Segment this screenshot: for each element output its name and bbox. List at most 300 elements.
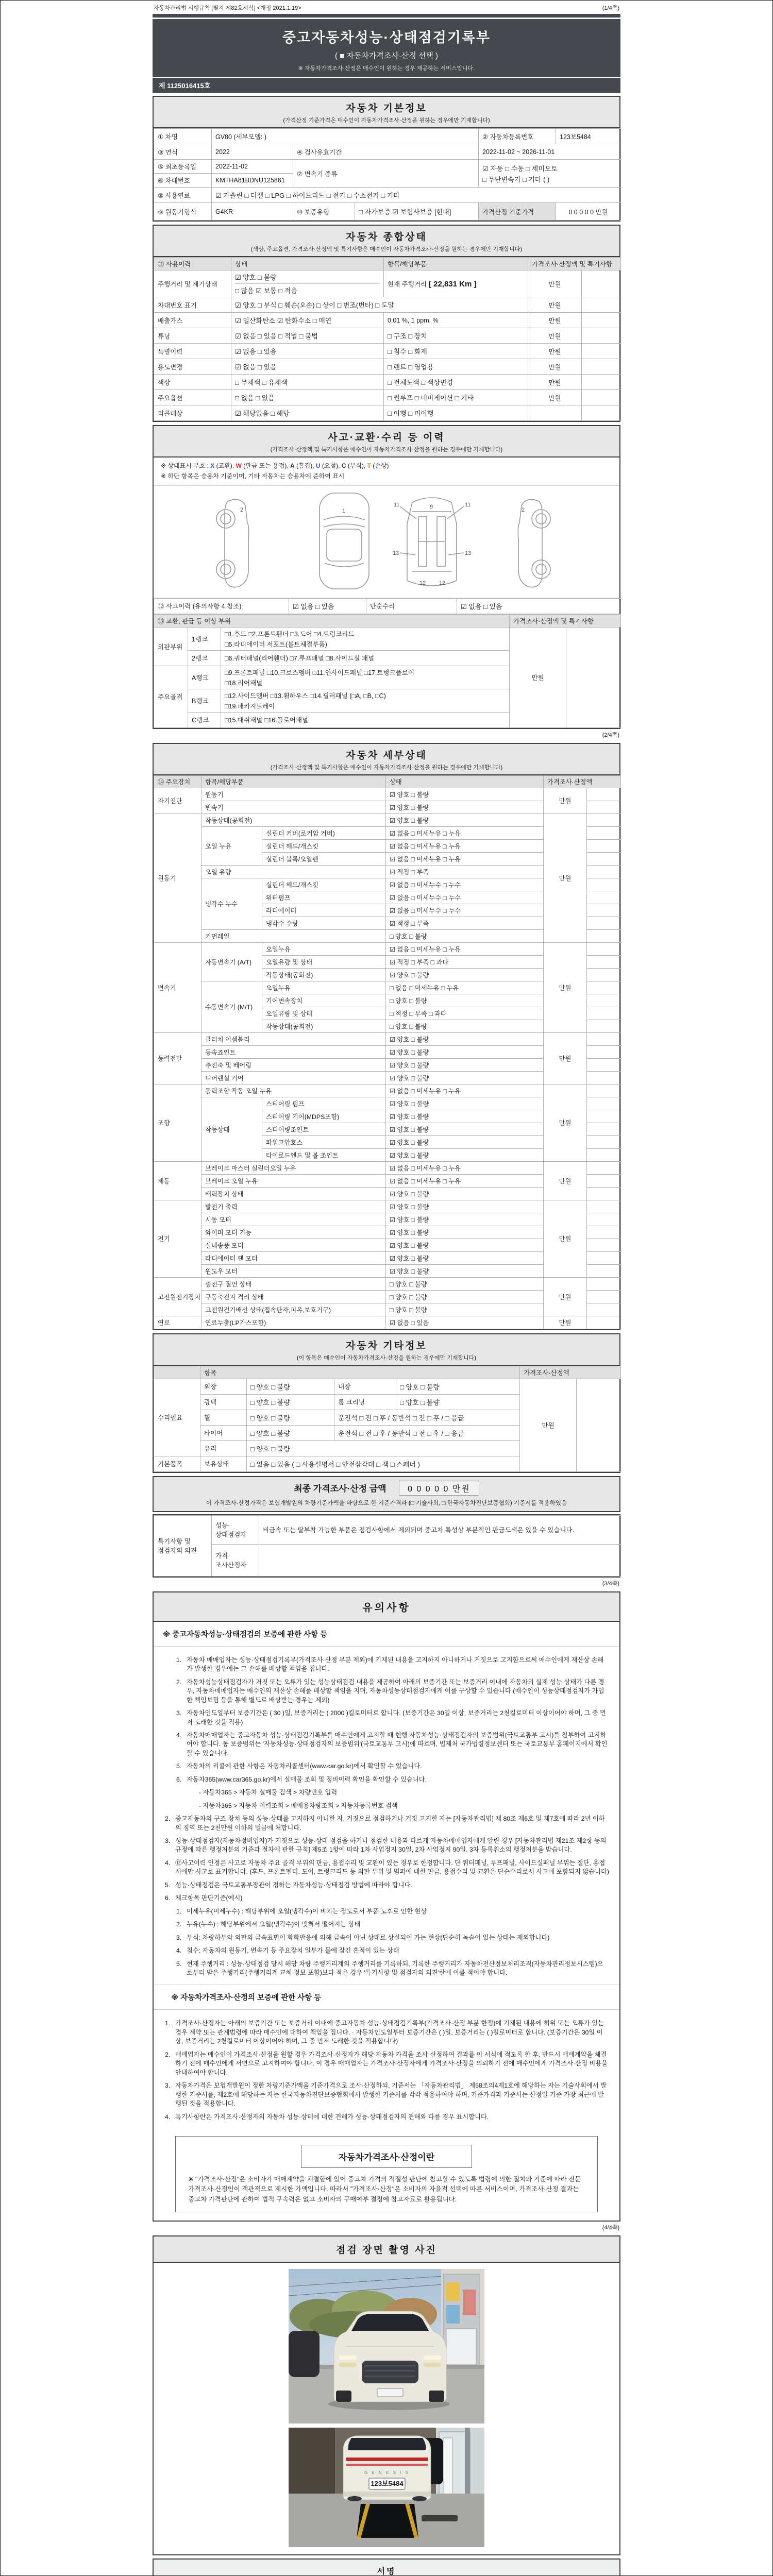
- note-cell: [587, 1084, 621, 1097]
- status-symbol-legend: [154, 457, 619, 486]
- basic-info-table: [154, 128, 621, 221]
- note-cell: [587, 1174, 621, 1187]
- item-label[interactable]: □15.대쉬패널 □16.플로어패널: [221, 712, 510, 727]
- status-checkboxes[interactable]: □ 양호 □ 불량: [386, 1277, 544, 1290]
- status-checkboxes[interactable]: □ 양호 □ 불량: [396, 1379, 520, 1394]
- status-checkboxes[interactable]: ☑ 없음 □ 미세누유 □ 누유: [386, 942, 544, 955]
- page-indicator-1: (1/4쪽): [602, 5, 619, 11]
- document-title: 중고자동차성능·상태점검기록부: [282, 30, 491, 45]
- note-cell: [587, 994, 621, 1007]
- row-label: 제동: [154, 1161, 201, 1200]
- accident-history-subtitle: (가격조사·산정액 및 특기사항은 매수인이 자동차가격조사·산정을 원하는 경우에만 기재합니다): [270, 447, 503, 453]
- note-cell: [582, 344, 621, 359]
- column-header: [154, 1366, 200, 1379]
- item-label: 0.01 %, 1 ppm, %: [384, 313, 528, 328]
- item-label: 시동 모터: [201, 1213, 386, 1226]
- vin-value: KMTHA81BDNU125861: [212, 174, 293, 188]
- note-cell: [587, 1316, 621, 1329]
- overall-status-table: [154, 257, 621, 421]
- item-label: 실린더 커버(로커암 커버): [262, 826, 386, 839]
- legend-symbol-u: U: [315, 462, 321, 469]
- header-top-strip: [153, 14, 620, 18]
- price-cell: 만원: [528, 313, 582, 328]
- row-label: 동력전달: [154, 1032, 201, 1084]
- inspection-photo-front: [289, 2269, 484, 2424]
- item-label: 작동상태(공회전): [262, 1020, 386, 1032]
- svg-text:13: 13: [465, 550, 472, 556]
- item-label: 실린더 헤드/개스킷: [262, 839, 386, 852]
- final-price-band: [153, 1476, 620, 1512]
- engine-type-label: ⑨ 원동기형식: [154, 203, 212, 221]
- item-label: 클러치 어셈블리: [201, 1032, 386, 1045]
- item-label: 스티어링조인트: [262, 1123, 386, 1136]
- mileage-value: [ 22,831 Km ]: [428, 279, 477, 289]
- sub-label: 냉각수 누수: [201, 878, 262, 929]
- page-indicator-3: (3/4쪽): [602, 1580, 619, 1587]
- sub-label: 광택: [200, 1394, 247, 1410]
- status-checkboxes[interactable]: □ 양호 □ 불량: [386, 1303, 544, 1316]
- item-label: 와이퍼 모터 기능: [201, 1226, 386, 1239]
- item-label: 연료누출(LP가스포함): [201, 1316, 386, 1329]
- status-checkboxes[interactable]: ☑ 적정 □ 부족: [386, 917, 544, 929]
- page-indicator-4: (4/4쪽): [602, 2225, 619, 2231]
- notice-item: 1. 자동차 매매업자는 성능·상태점검기록부(가격조사·산정 부분 제외)에 기재된 내용을 고지하지 아니하거나 거짓으로 고지함으로써 매수인에게 재산상 손해가 발생한 경우에는 그 손해를 배상할 책임을 집니다.: [176, 1656, 604, 1673]
- note-cell: [587, 917, 621, 929]
- status-checkboxes[interactable]: 운전석 □ 전 □ 후 / 동반석 □ 전 □ 후 / □ 응급: [334, 1425, 520, 1440]
- transmission-label: ⑦ 변속기 종류: [293, 160, 479, 188]
- price-cell: 만원: [510, 627, 566, 727]
- notice-item: 5. 자동차의 리콜에 관한 사항은 자동차리콜센터(www.car.go.kr)에서 확인할 수 있습니다.: [176, 1762, 422, 1770]
- status-checkboxes[interactable]: □ 무채색 □ 유채색: [231, 375, 384, 390]
- item-label: 스티어링 기어(MDPS포함): [262, 1110, 386, 1123]
- status-checkboxes[interactable]: □ 양호 □ 불량: [396, 1394, 520, 1410]
- sub-label: 오일 누유: [201, 826, 262, 865]
- price-survey-option[interactable]: ( ■ 자동차가격조사·산정 선택 ): [334, 52, 439, 60]
- final-price-note[interactable]: 이 가격조사·산정가격은 보험개발원의 차량기준가액을 바탕으로 한 기준가격과 (□ 기술사회, □ 한국자동차진단보증협회) 기준서를 적용하였음: [206, 1500, 567, 1506]
- note-cell: [587, 1007, 621, 1020]
- inspection-period-label: ④ 검사유효기간: [293, 144, 479, 160]
- basic-info-subtitle: (가격산정 기준가격은 매수인이 자동차가격조사·산정을 원하는 경우에만 기재합니다): [283, 117, 490, 124]
- column-header: 상태: [231, 258, 384, 270]
- status-checkboxes[interactable]: ☑ 적정 □ 부족: [386, 865, 544, 878]
- vin-label: ⑥ 차대번호: [154, 174, 212, 188]
- price-cell: 만원: [544, 1084, 587, 1161]
- final-price-amount: 0 0 0 0 0 만원: [399, 1481, 479, 1496]
- notice-item: 6. 체크항목 판단기준(예시): [165, 1894, 243, 1902]
- fuel-checkboxes[interactable]: ☑ 가솔린 □ 디젤 □ LPG □ 하이브리드 □ 전기 □ 수소전기 □ 기타: [212, 188, 621, 203]
- row-label: 차대번호 표기: [154, 297, 231, 313]
- car-side-view-left: [216, 499, 249, 587]
- status-checkboxes[interactable]: ☑ 없음 □ 미세누수 □ 누수: [386, 891, 544, 904]
- note-cell: [587, 826, 621, 839]
- note-cell: [587, 1123, 621, 1136]
- status-checkboxes[interactable]: ☑ 양호 □ 불량 □ 많음 ☑ 보통 □ 적음: [231, 270, 384, 297]
- section-detail-status: [153, 743, 620, 1330]
- status-checkboxes[interactable]: ☑ 없음 □ 있음: [231, 359, 384, 375]
- column-header: 가격조사·산정액: [544, 775, 621, 788]
- note-cell: [587, 1239, 621, 1251]
- status-checkboxes[interactable]: ☑ 양호 □ 불량: [386, 1226, 544, 1239]
- item-label: 구동축전지 격리 상태: [201, 1290, 386, 1303]
- note-cell: [566, 627, 621, 727]
- item-label: 커먼레일: [201, 929, 386, 942]
- detail-status-table: [154, 775, 621, 1329]
- notice-item: 1. 미세누유(미세누수) : 해당부위에 오일(냉각수)이 비치는 정도로서 부품 노후로 인한 현상: [176, 1907, 427, 1915]
- other-info-title: 자동차 기타정보: [346, 1340, 427, 1351]
- status-checkboxes[interactable]: □ 썬루프 □ 네비게이션 □ 기타: [384, 390, 528, 405]
- note-cell: [582, 328, 621, 344]
- base-price-value: 0 0 0 0 0 만원: [556, 203, 621, 221]
- price-survey-definition-box: [175, 2136, 598, 2212]
- price-cell: [528, 405, 582, 421]
- status-checkboxes[interactable]: ☑ 해당없음 □ 해당: [231, 405, 384, 421]
- car-name-value: GV80 (세부모델: ): [212, 129, 479, 144]
- note-cell: [587, 1020, 621, 1032]
- status-checkboxes[interactable]: □ 양호 □ 불량: [386, 1290, 544, 1303]
- exchange-rank-table: [154, 614, 621, 728]
- note-cell: [587, 1277, 621, 1290]
- note-cell: [587, 788, 621, 801]
- status-checkboxes[interactable]: ☑ 없음 □ 미세누수 □ 누수: [386, 904, 544, 917]
- item-label[interactable]: □9.프론트패널 □10.크로스멤버 □11.인사이드패널 □17.트렁크플로어 □18.리어패널: [221, 666, 510, 689]
- svg-text:13: 13: [393, 550, 399, 556]
- status-checkboxes[interactable]: ☑ 없음 □ 미세누유 □ 누유: [386, 1084, 544, 1097]
- status-checkboxes[interactable]: □ 양호 □ 불량: [386, 929, 544, 942]
- note-cell: [587, 1058, 621, 1071]
- note-cell: [587, 1226, 621, 1239]
- row-label: 기본품목: [154, 1456, 200, 1471]
- status-checkboxes[interactable]: □ 침수 □ 화재: [384, 344, 528, 359]
- row-label: 주요옵션: [154, 390, 231, 405]
- price-cell: 만원: [528, 270, 582, 297]
- item-label: 라디에이터 팬 모터: [201, 1251, 386, 1264]
- status-checkboxes[interactable]: ☑ 양호 □ 불량: [386, 814, 544, 826]
- car-name-label: ① 차명: [154, 129, 212, 144]
- row-label: 배출가스: [154, 313, 231, 328]
- document-number: 제 1125016415호: [153, 77, 620, 93]
- status-checkboxes[interactable]: ☑ 양호 □ 불량: [386, 1110, 544, 1123]
- note-cell: [582, 405, 621, 421]
- note-cell: [587, 968, 621, 981]
- accident-flag-table: [154, 598, 621, 614]
- status-checkboxes[interactable]: ☑ 적정 □ 부족 □ 과다: [386, 955, 544, 968]
- status-checkboxes[interactable]: □ 전체도색 □ 색상변경: [384, 375, 528, 390]
- status-checkboxes[interactable]: ☑ 없음 □ 있음: [231, 344, 384, 359]
- notice-item: 2. 중고자동차의 구조·장치 등의 성능·상태를 고지하지 아니한 자, 거짓으로 점검하거나 거짓 고지한 자는 [자동차관리법] 제 80조 제6호 및 제7호에 따라 2년 이하의 징역 또는 2천만원 이하의 벌금에 처합니다.: [165, 1815, 605, 1832]
- status-checkboxes[interactable]: ☑ 양호 □ 불량: [386, 1045, 544, 1058]
- item-label: 작동상태(공회전): [201, 814, 386, 826]
- svg-text:11: 11: [465, 501, 471, 508]
- status-checkboxes[interactable]: ☑ 양호 □ 불량: [386, 1187, 544, 1200]
- legend-symbol-a: A: [290, 462, 295, 469]
- row-label: 외판부위: [154, 627, 188, 666]
- row-label: 고전원전기장치: [154, 1277, 201, 1316]
- notices-part2-title: ※ 자동차가격조사·산정의 보증에 관한 사항 등: [154, 1985, 619, 2010]
- status-checkboxes[interactable]: □ 양호 □ 불량: [247, 1394, 334, 1410]
- car-diagram-svg: [180, 490, 593, 592]
- status-checkboxes[interactable]: ☑ 없음 □ 있음: [386, 1316, 544, 1329]
- price-cell: 만원: [544, 788, 587, 814]
- status-checkboxes[interactable]: □ 없음 □ 있음: [231, 390, 384, 405]
- reg-no-label: ② 자동차등록번호: [479, 129, 556, 144]
- item-label: 스티어링 펌프: [262, 1097, 386, 1110]
- price-cell: 만원: [544, 1200, 587, 1277]
- status-checkboxes[interactable]: ☑ 없음 □ 있음 □ 적법 □ 불법: [231, 328, 384, 344]
- note-cell: [587, 942, 621, 955]
- status-checkboxes[interactable]: ☑ 없음 □ 미세누유 □ 누유: [386, 826, 544, 839]
- row-label: 튜닝: [154, 328, 231, 344]
- item-label: 현재 주행거리 [ 22,831 Km ]: [384, 270, 528, 297]
- first-reg-value: 2022-11-02: [212, 160, 293, 174]
- status-checkboxes[interactable]: □ 양호 □ 불량: [247, 1379, 334, 1394]
- status-checkboxes[interactable]: ☑ 양호 □ 불량: [386, 1032, 544, 1045]
- section-basic-info: [153, 96, 620, 222]
- sub-label: 휠: [200, 1410, 247, 1425]
- status-checkboxes[interactable]: ☑ 일산화탄소 ☑ 탄화수소 □ 매연: [231, 313, 384, 328]
- row-label: 특별이력: [154, 344, 231, 359]
- note-cell: [587, 1148, 621, 1161]
- row-label: 변속기: [154, 942, 201, 1032]
- item-label: 변속기: [201, 801, 386, 814]
- special-notes-label: 특기사항 및 점검자의 의견: [154, 1515, 212, 1576]
- status-checkboxes[interactable]: □ 구조 □ 장치: [384, 328, 528, 344]
- other-info-subtitle: (이 항목은 매수인이 자동차가격조사·산정을 원하는 경우에만 기재합니다): [296, 1354, 477, 1361]
- other-info-table: [154, 1366, 621, 1472]
- status-checkboxes[interactable]: ☑ 양호 □ 부식 □ 훼손(오손) □ 상이 □ 변조(변타) □ 도말: [231, 297, 528, 313]
- exchange-price-header: 가격조사·산정액 및 특기사항: [510, 614, 621, 627]
- row-label: 주행거리 및 계기상태: [154, 270, 231, 297]
- row-label: 전기: [154, 1200, 201, 1277]
- notice-item: - 자동차365 > 자동차 이력조회 > 매매용차량조회 > 자동차등록번호 검색: [199, 1802, 398, 1809]
- item-label[interactable]: □1.후드 □2.프론트휀더 □3.도어 □4.트렁크리드 □5.라디에이터 서포트(볼트체결부품): [221, 627, 510, 650]
- status-checkboxes[interactable]: □ 적정 □ 부족 □ 과다: [386, 1007, 544, 1020]
- row-label: 연료: [154, 1316, 201, 1329]
- inspection-period-value: 2022-11-02 ~ 2026-11-01: [479, 144, 621, 160]
- notices-part1-body: [154, 1647, 619, 1985]
- status-checkboxes[interactable]: ☑ 양호 □ 불량: [386, 1213, 544, 1226]
- notice-item: 6. 자동차365(www.car365.go.kr)에서 실매물 조회 및 정비이력 확인을 확인할 수 있습니다.: [176, 1775, 427, 1783]
- note-cell: [587, 1213, 621, 1226]
- price-survey-definition-body: ※ "가격조사·산정"은 소비자가 매매계약을 체결함에 있어 중고차 가격의 적절성 판단에 참고할 수 있도록 법령에 의한 절차와 기준에 따라 전문 가격조사·산정인이 객관적으로 제시한 가액입니다. 따라서 "가격조사·산정"은 소비자의 자율적 선택에 따른 서비스이며, 가격조사·산정 결과는 중고차 가격판단에 관하여 법적 구속력은 없고 소비자의 구매여부 결정에 참고자료로 활용됩니다.: [188, 2176, 581, 2203]
- item-label[interactable]: □12.사이드멤버 □13.휠하우스 □14.필러패널 (□A, □B, □C) □19.패키지트레이: [221, 689, 510, 712]
- column-header: 가격조사·산정액: [520, 1366, 621, 1379]
- status-checkboxes[interactable]: ☑ 양호 □ 불량: [386, 1058, 544, 1071]
- status-checkboxes[interactable]: ☑ 없음 □ 미세누유 □ 누유: [386, 852, 544, 865]
- suv-rear: [343, 2436, 431, 2501]
- note-cell: [587, 1071, 621, 1084]
- accident-history-title: 사고·교환·수리 등 이력: [328, 432, 445, 443]
- price-cell: 만원: [528, 359, 582, 375]
- note-cell: [587, 878, 621, 891]
- note-cell: [587, 852, 621, 865]
- price-cell: 만원: [544, 1032, 587, 1084]
- car-damage-diagram: [154, 486, 619, 598]
- notice-item: 2. 누유(누수) : 해당부위에서 오일(냉각수)이 맺혀서 떨어지는 상태: [176, 1921, 361, 1928]
- year-value: 2022: [212, 144, 293, 160]
- status-checkboxes[interactable]: ☑ 양호 □ 불량: [386, 1200, 544, 1213]
- price-survey-definition-title: 자동차가격조사·산정이란: [301, 2145, 472, 2168]
- note-cell: [587, 1303, 621, 1316]
- status-checkboxes[interactable]: ☑ 양호 □ 불량: [386, 1097, 544, 1110]
- column-header: 항목: [200, 1366, 520, 1379]
- status-checkboxes[interactable]: □ 이행 □ 미이행: [384, 405, 528, 421]
- notice-item: 3. 자동차가격은 보험개발원이 정한 차량기준가액을 기준가격으로 조사·산정하되, 기준서는 「자동차관리법」 제58조의4제1호에 해당하는 자는 기술사회에서 발행한 기준서를, 제2호에 해당하는 자는 한국자동차진단보증협회에서 발행한 기준서를 각각 적용하여야 하며, 기준가격과 기준서는 산정일 기준 가장 최근에 발행된 것을 적용합니다.: [165, 2082, 607, 2108]
- status-checkboxes[interactable]: ☑ 없음 □ 미세누유 □ 누유: [386, 1174, 544, 1187]
- note-cell: [587, 1110, 621, 1123]
- detail-status-subtitle: (가격조사·산정액 및 특기사항은 매수인이 자동차가격조사·산정을 원하는 경우에만 기재합니다): [270, 764, 503, 771]
- inspector-role-label: 성능·상태점검자: [212, 1515, 259, 1544]
- status-checkboxes[interactable]: ☑ 없음 □ 있음: [457, 598, 621, 614]
- status-checkboxes[interactable]: ☑ 없음 □ 있음: [289, 598, 366, 614]
- svg-text:2: 2: [522, 506, 525, 513]
- status-checkboxes[interactable]: ☑ 양호 □ 불량: [386, 1251, 544, 1264]
- status-checkboxes[interactable]: □ 양호 □ 불량: [247, 1425, 334, 1440]
- note-cell: [587, 814, 621, 826]
- photos-title: 점검 장면 촬영 사진: [336, 2245, 437, 2256]
- item-label: 타이로드엔드 및 볼 조인트: [262, 1148, 386, 1161]
- status-checkboxes[interactable]: ☑ 양호 □ 불량: [386, 968, 544, 981]
- note-cell: [587, 955, 621, 968]
- price-cell: 만원: [528, 344, 582, 359]
- notice-item: 4. 자동차매매업자는 중고자동차 성능·상태점검기록부를 매수인에게 고지할 때 현행 자동차성능·상태점검자의 보증범위(국토교통부 고시)를 첨부하여 고지하여야 합니다. 동 보증범위는 '자동차성능·상태점검자의 보증범위'(국토교통부 고시)에 따르며, 법제처 국가법령정보센터 또는 국토교통부 홈페이지에서 확인할 수 있습니다.: [176, 1731, 608, 1757]
- item-label: 오일 유량: [201, 865, 386, 878]
- sub-label: 내장: [334, 1379, 396, 1394]
- status-checkboxes[interactable]: □ 없음 □ 있음 ( □ 사용설명서 □ 안전삼각대 □ 잭 □ 스패너 ): [247, 1456, 520, 1471]
- status-checkboxes[interactable]: □ 양호 □ 불량: [247, 1410, 334, 1425]
- status-checkboxes[interactable]: ☑ 없음 □ 미세누유 □ 누유: [386, 839, 544, 852]
- note-cell: [582, 313, 621, 328]
- status-checkboxes[interactable]: □ 양호 □ 불량: [247, 1440, 520, 1456]
- base-price-label: 가격산정 기준가격: [479, 203, 556, 221]
- row-label: ⑫ 사고이력 (유의사항 4.참조): [154, 598, 289, 614]
- item-label: 오일유량 및 상태: [262, 1007, 386, 1020]
- note-cell: [587, 1045, 621, 1058]
- item-label: 원동기: [201, 788, 386, 801]
- notice-item: 3. 부식: 차량하부와 외판의 금속표면이 화학반응에 의해 금속이 아닌 상태로 상실되어 가는 현상(단순히 녹슬어 있는 상태는 제외합니다): [176, 1934, 550, 1941]
- price-cell: 만원: [528, 328, 582, 344]
- sub-label: 수동변속기 (M/T): [201, 981, 262, 1032]
- notice-item: 4. ⑫사고이력 인정은 사고로 자동차 주요 골격 부위의 판금, 용접수리 및 교환이 있는 경우로 한정합니다. 단 쿼터패널, 루프패널, 사이드실패널 부위는 절단, 용접 시에만 사고로 표기합니다. (후드, 프론트펜더, 도어, 트렁크리드 등 외판 부위 및 범퍼에 대한 판금, 용접수리 및 교환은 단순수리로서 사고에 포함되지 않습니다): [165, 1859, 609, 1876]
- status-checkboxes[interactable]: □ 양호 □ 불량: [386, 1020, 544, 1032]
- sub-label: 2랭크: [188, 650, 221, 666]
- svg-text:1: 1: [342, 507, 346, 514]
- sub-label: C랭크: [188, 712, 221, 727]
- column-header: 가격조사·산정액 및 특기사항: [528, 258, 621, 270]
- note-cell: [582, 270, 621, 297]
- status-checkboxes[interactable]: ☑ 양호 □ 불량: [386, 1264, 544, 1277]
- notice-item: - 자동차365 > 자동차 실매물 검색 > 차량번호 입력: [199, 1789, 338, 1797]
- notice-item: 1. 가격조사·산정자는 아래의 보증기간 또는 보증거리 이내에 중고자동차 성능·상태점검기록부(가격조사·산정 부분 한정)에 기재된 내용에 허위 또는 오류가 있는 경우 계약 또는 관계법령에 따라 매수인에 대하여 책임을 집니다. · 자동차인도일부터 보증기간은 ( )일, 보증거리는 ( )킬로미터로 합니다. (보증기간은 30일 이상, 보증거리는 2천킬로미터 이상이어야 하며, 그 중 먼저 도래한 것을 적용합니다): [165, 2020, 604, 2045]
- status-checkboxes[interactable]: 운전석 □ 전 □ 후 / 동반석 □ 전 □ 후 / □ 응급: [334, 1410, 520, 1425]
- status-checkboxes[interactable]: ☑ 양호 □ 불량: [386, 1148, 544, 1161]
- engine-type-value: G4KR: [212, 203, 293, 221]
- appraiser-role-label: 가격·조사산정자: [212, 1544, 259, 1576]
- transmission-checkboxes[interactable]: ☑ 자동 □ 수동 □ 세미오토 □ 무단변속기 □ 기타 ( ): [479, 160, 621, 188]
- sub-label: 작동상태: [201, 1097, 262, 1161]
- item-label: 오일누유: [262, 981, 386, 994]
- row-label: 리콜대상: [154, 405, 231, 421]
- svg-text:11: 11: [394, 501, 400, 508]
- status-checkboxes[interactable]: ☑ 양호 □ 불량: [386, 1239, 544, 1251]
- status-checkboxes[interactable]: □ 없음 □ 미세누유 □ 누유: [386, 981, 544, 994]
- section-notices: [153, 1591, 620, 2222]
- svg-text:2: 2: [240, 506, 244, 513]
- section-other-info: [153, 1333, 620, 1473]
- status-checkboxes[interactable]: ☑ 양호 □ 불량: [386, 788, 544, 801]
- reg-no-value: 123보5484: [556, 129, 621, 144]
- column-header: 상태: [386, 775, 544, 788]
- row-label: 용도변경: [154, 359, 231, 375]
- status-checkboxes[interactable]: ☑ 양호 □ 불량: [386, 1123, 544, 1136]
- status-checkboxes[interactable]: □ 양호 □ 불량: [386, 994, 544, 1007]
- note-cell: [587, 1161, 621, 1174]
- item-label: 등속죠인트: [201, 1045, 386, 1058]
- signature-title: 서명: [377, 2567, 396, 2576]
- svg-text:12: 12: [419, 580, 426, 586]
- status-checkboxes[interactable]: ☑ 없음 □ 미세누수 □ 누수: [386, 878, 544, 891]
- status-checkboxes[interactable]: □ 렌트 □ 영업용: [384, 359, 528, 375]
- car-top-view: [320, 493, 369, 589]
- item-label: 냉각수 수량: [262, 917, 386, 929]
- price-cell: 만원: [528, 390, 582, 405]
- legend-symbol-t: T: [367, 462, 371, 469]
- note-cell: [587, 1187, 621, 1200]
- column-header: ⑭ 주요장치: [154, 775, 201, 788]
- notice-item: 3. 자동차인도일부터 보증기간은 ( 30 )일, 보증거리는 ( 2000 )킬로미터로 합니다. (보증기간은 30일 이상, 보증거리는 2천킬로미터 이상이어야 하며, 그 중 먼저 도래한 것을 적용): [176, 1709, 606, 1726]
- sub-label: 보유상태: [200, 1456, 247, 1471]
- item-label: 기어변속장치: [262, 994, 386, 1007]
- item-label: 작동상태(공회전): [262, 968, 386, 981]
- note-cell: [587, 891, 621, 904]
- first-reg-label: ⑤ 최초등록일: [154, 160, 212, 174]
- price-cell: 만원: [528, 297, 582, 313]
- item-label: 윈도우 모터: [201, 1264, 386, 1277]
- item-label: 추진축 및 베어링: [201, 1058, 386, 1071]
- section-signature: [153, 2558, 620, 2576]
- svg-text:12: 12: [439, 580, 446, 586]
- final-price-label: 최종 가격조사·산정 금액: [294, 1483, 386, 1494]
- note-cell: [587, 1264, 621, 1277]
- status-checkboxes[interactable]: ☑ 양호 □ 불량: [386, 801, 544, 814]
- status-checkboxes[interactable]: ☑ 없음 □ 미세누유 □ 누유: [386, 1161, 544, 1174]
- item-label: 파워고압호스: [262, 1136, 386, 1148]
- sub-label: A랭크: [188, 666, 221, 689]
- status-checkboxes[interactable]: ☑ 양호 □ 불량: [386, 1136, 544, 1148]
- item-label: 라디에이터: [262, 904, 386, 917]
- legend-note: ※ 하단 항목은 승용차 기준이며, 기타 자동차는 승용차에 준하여 표시: [161, 472, 345, 480]
- status-checkboxes[interactable]: ☑ 양호 □ 불량: [386, 1071, 544, 1084]
- inspection-photo-rear: [289, 2428, 484, 2547]
- car-underbody-view: [393, 498, 471, 586]
- svg-text:9: 9: [430, 503, 433, 510]
- price-cell: 만원: [528, 375, 582, 390]
- warranty-checkboxes[interactable]: □ 자가보증 ☑ 보험사보증 [현대]: [355, 203, 479, 221]
- note-cell: [587, 1097, 621, 1110]
- item-label[interactable]: □6.쿼터패널(리어휀더) □7.루프패널 □8.사이드실 패널: [221, 650, 510, 666]
- exchange-header: ⑬ 교환, 판금 등 이상 부위: [154, 614, 510, 627]
- sub-label: 자동변속기 (A/T): [201, 942, 262, 981]
- price-cell: 만원: [544, 814, 587, 942]
- svg-text:G E N E S I S: G E N E S I S: [364, 2470, 410, 2476]
- note-cell: [587, 904, 621, 917]
- note-cell: [587, 839, 621, 852]
- section-special-notes: [153, 1514, 620, 1578]
- sub-label: 룸 크리닝: [334, 1394, 396, 1410]
- overall-status-title: 자동차 종합상태: [346, 232, 427, 243]
- item-label: 오일누유: [262, 942, 386, 955]
- notice-item: 4. 특기사항란은 가격조사·산정자의 자동차 성능·상태에 대한 견해가 성능·상태점검자의 견해와 다를 경우 표시합니다.: [165, 2113, 489, 2121]
- item-label: 실내송풍 모터: [201, 1239, 386, 1251]
